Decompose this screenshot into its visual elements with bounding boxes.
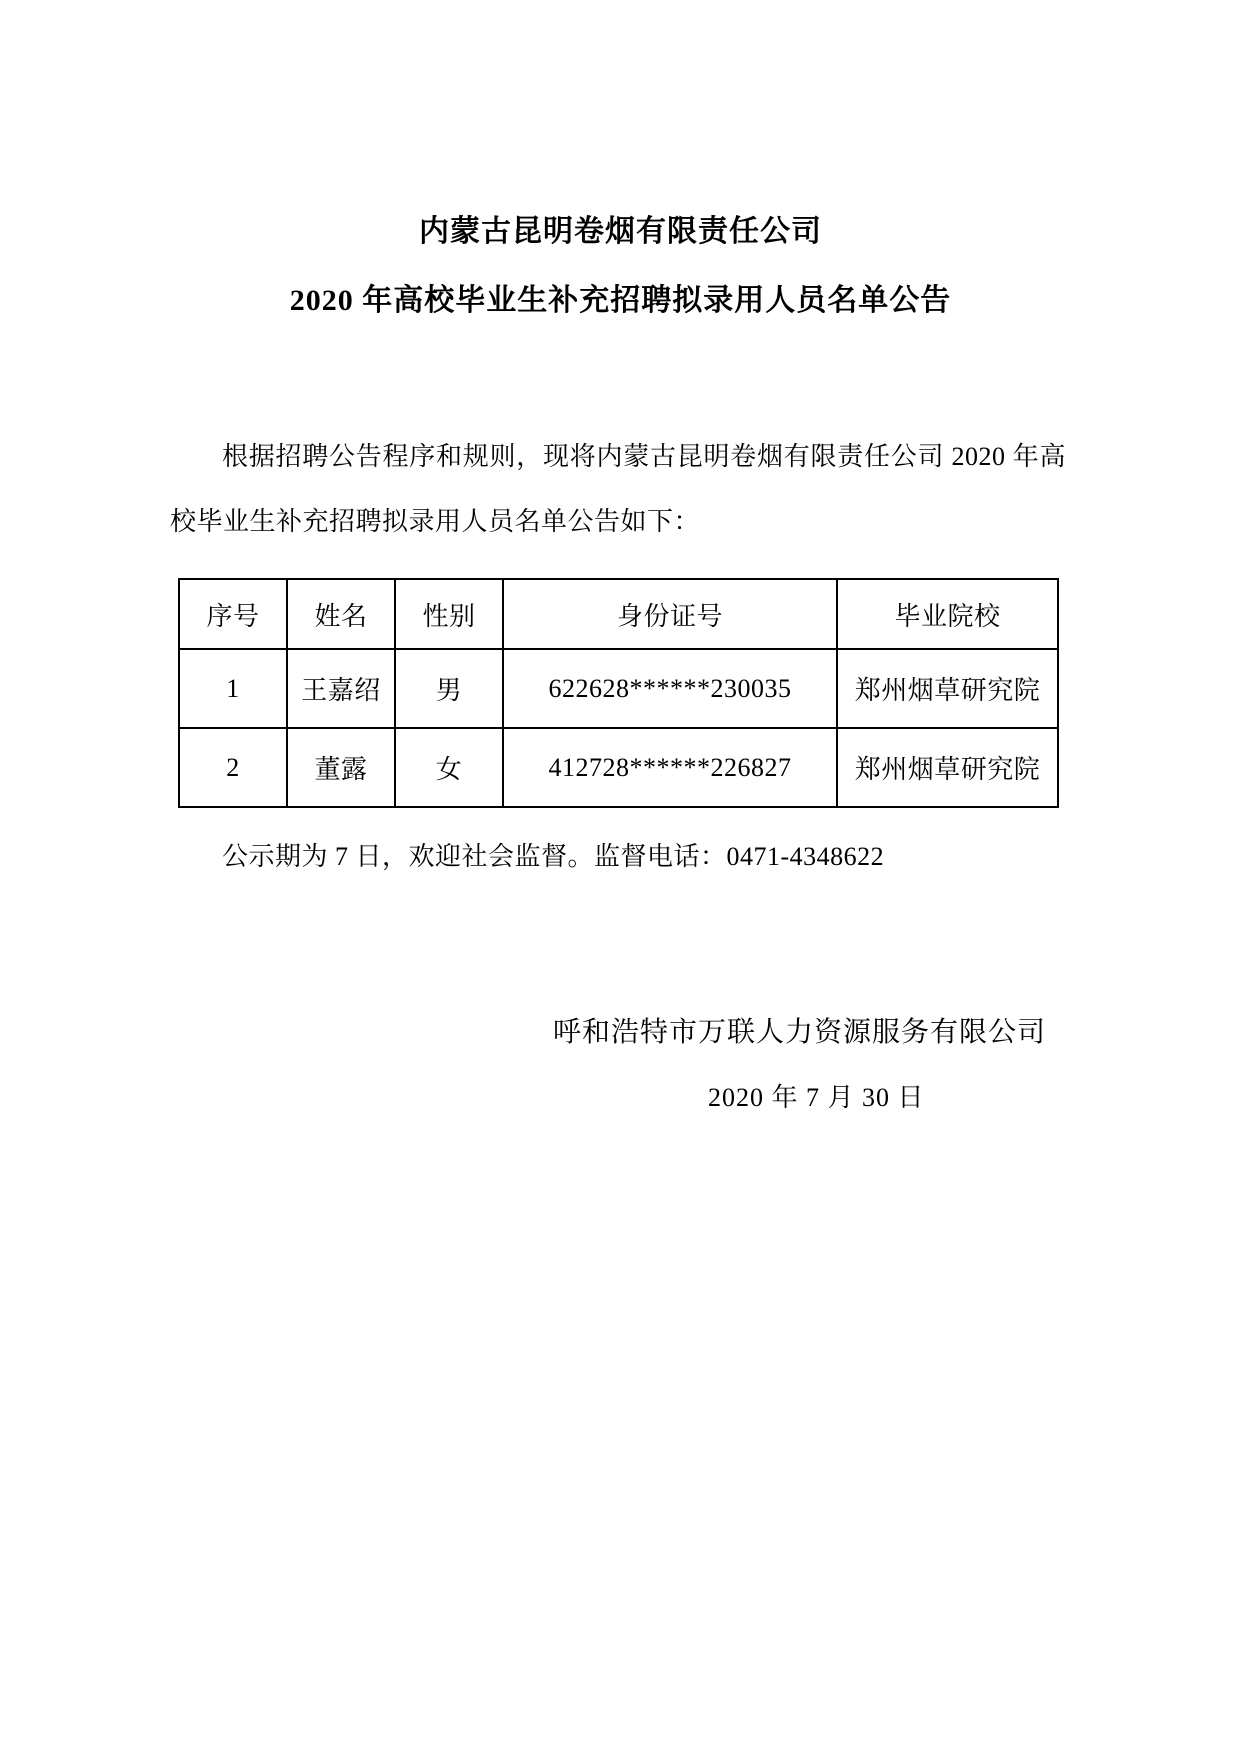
public-notice-line: 公示期为 7 日，欢迎社会监督。监督电话：0471-4348622 bbox=[222, 842, 885, 871]
header-cell-number: 序号 bbox=[179, 579, 287, 649]
cell-number: 2 bbox=[179, 728, 287, 807]
roster-table bbox=[178, 578, 1059, 808]
issue-date: 2020 年 7 月 30 日 bbox=[708, 1083, 925, 1112]
cell-id-number: 622628******230035 bbox=[503, 649, 837, 728]
header-cell-id-number: 身份证号 bbox=[503, 579, 837, 649]
roster-header-row bbox=[179, 579, 1058, 649]
cell-school: 郑州烟草研究院 bbox=[837, 649, 1058, 728]
document-title-line1: 内蒙古昆明卷烟有限责任公司 bbox=[419, 215, 822, 248]
header-cell-name: 姓名 bbox=[287, 579, 395, 649]
cell-number: 1 bbox=[179, 649, 287, 728]
table-row bbox=[179, 728, 1058, 807]
body-paragraph: 根据招聘公告程序和规则，现将内蒙古昆明卷烟有限责任公司 2020 年高校毕业生补充招聘拟录用人员名单公告如下： bbox=[170, 442, 1066, 536]
table-row bbox=[179, 649, 1058, 728]
cell-gender: 男 bbox=[395, 649, 503, 728]
cell-name: 王嘉绍 bbox=[287, 649, 395, 728]
cell-id-number: 412728******226827 bbox=[503, 728, 837, 807]
header-cell-gender: 性别 bbox=[395, 579, 503, 649]
header-cell-school: 毕业院校 bbox=[837, 579, 1058, 649]
cell-gender: 女 bbox=[395, 728, 503, 807]
document-title-line2: 2020 年高校毕业生补充招聘拟录用人员名单公告 bbox=[289, 284, 952, 317]
cell-name: 董露 bbox=[287, 728, 395, 807]
issuer-signature: 呼和浩特市万联人力资源服务有限公司 bbox=[553, 1017, 1047, 1048]
cell-school: 郑州烟草研究院 bbox=[837, 728, 1058, 807]
